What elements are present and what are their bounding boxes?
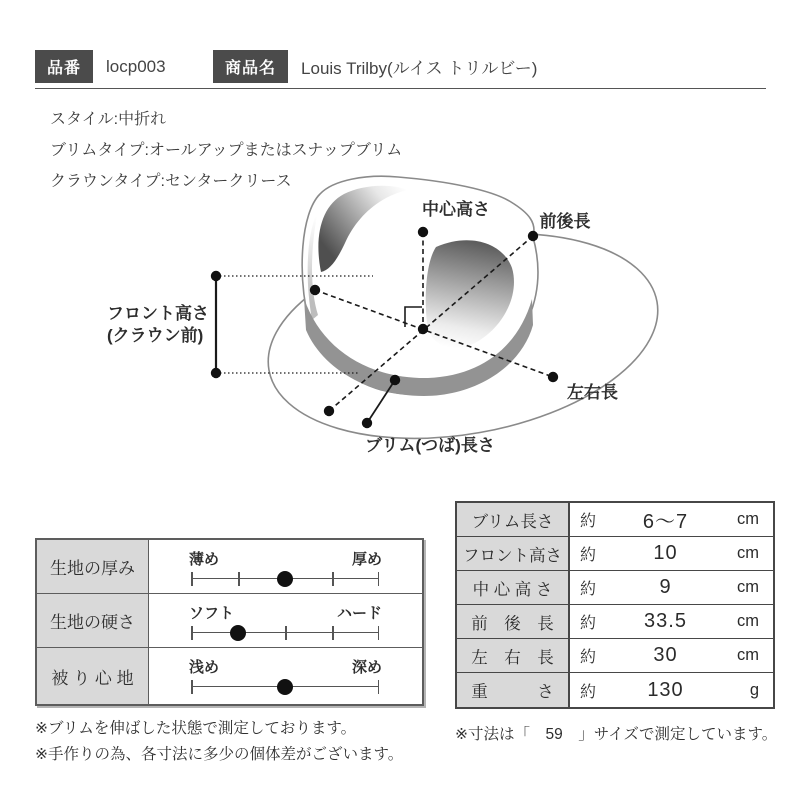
approx-prefix: 約 bbox=[580, 547, 597, 564]
note-brim-measurement: ※ブリムを伸ばした状態で測定しております。 bbox=[35, 720, 357, 737]
slider-track bbox=[191, 632, 379, 633]
spec-style: スタイル:中折れ bbox=[50, 111, 167, 128]
dimension-label: 前 後 長 bbox=[457, 605, 570, 638]
table-row bbox=[457, 605, 773, 639]
hat-measurement-diagram bbox=[0, 170, 800, 470]
label-front-back-length: 前後長 bbox=[539, 212, 591, 231]
feature-label: 生地の硬さ bbox=[37, 594, 149, 647]
label-center-height: 中心高さ bbox=[422, 200, 490, 219]
label-front-height-1: フロント高さ bbox=[107, 304, 209, 323]
slider-max-label: ハード bbox=[336, 605, 382, 622]
table-row bbox=[457, 571, 773, 605]
slider-max-label: 深め bbox=[351, 659, 382, 676]
dimension-label: 中 心 高 さ bbox=[457, 571, 570, 604]
table-row bbox=[457, 639, 773, 673]
dimension-unit: cm bbox=[737, 612, 759, 630]
dimension-value: 30 bbox=[653, 644, 678, 666]
dimension-unit: cm bbox=[737, 544, 759, 562]
table-row bbox=[457, 537, 773, 571]
spec-brim-type: ブリムタイプ:オールアップまたはスナップブリム bbox=[50, 142, 403, 159]
dimension-label: ブリム長さ bbox=[457, 503, 570, 536]
dimension-value: 130 bbox=[647, 678, 684, 701]
slider-track bbox=[191, 686, 379, 687]
feature-table bbox=[35, 538, 424, 706]
dimension-value: 33.5 bbox=[644, 610, 687, 632]
stiffness-slider bbox=[149, 594, 422, 647]
dimension-value: 10 bbox=[653, 542, 678, 564]
label-front-height-2: (クラウン前) bbox=[107, 326, 204, 345]
approx-prefix: 約 bbox=[580, 581, 597, 598]
feature-label: 被 り 心 地 bbox=[37, 648, 149, 704]
feature-label: 生地の厚み bbox=[37, 540, 149, 593]
item-number-label: 品番 bbox=[35, 50, 93, 83]
hat-crown bbox=[302, 176, 538, 396]
note-size-basis: ※寸法は「 59 」サイズで測定しています。 bbox=[455, 726, 778, 743]
table-row bbox=[457, 673, 773, 707]
header bbox=[35, 50, 766, 83]
approx-prefix: 約 bbox=[580, 513, 597, 530]
slider-dot bbox=[230, 625, 246, 641]
dimension-label: 左 右 長 bbox=[457, 639, 570, 672]
table-row bbox=[457, 503, 773, 537]
thickness-slider bbox=[149, 540, 422, 593]
approx-prefix: 約 bbox=[580, 683, 597, 701]
label-brim-length: ブリム(つば)長さ bbox=[365, 436, 495, 455]
approx-prefix: 約 bbox=[580, 615, 597, 632]
feature-row-thickness bbox=[37, 540, 422, 594]
notes-left bbox=[35, 716, 403, 768]
header-divider bbox=[35, 88, 766, 89]
slider-min-label: 浅め bbox=[189, 659, 220, 676]
slider-min-label: ソフト bbox=[189, 605, 235, 622]
approx-prefix: 約 bbox=[580, 649, 597, 666]
slider-track bbox=[191, 578, 379, 579]
feature-row-fit bbox=[37, 648, 422, 704]
dimension-value: 9 bbox=[659, 576, 672, 598]
dimension-unit: cm bbox=[737, 510, 759, 528]
slider-min-label: 薄め bbox=[189, 551, 220, 568]
slider-max-label: 厚め bbox=[351, 551, 382, 568]
product-name-value: Louis Trilby(ルイス トリルビー) bbox=[301, 59, 538, 78]
dimension-unit: cm bbox=[737, 578, 759, 596]
spec-crown-type: クラウンタイプ:センタークリース bbox=[50, 173, 292, 190]
dimension-unit: cm bbox=[737, 646, 759, 664]
fit-slider bbox=[149, 648, 422, 704]
note-handmade: ※手作りの為、各寸法に多少の個体差がございます。 bbox=[35, 746, 404, 763]
slider-dot bbox=[277, 679, 293, 695]
product-name-label: 商品名 bbox=[213, 50, 288, 83]
dimension-label: フロント高さ bbox=[457, 537, 570, 570]
item-number-value: locp003 bbox=[106, 56, 166, 76]
label-left-right-length: 左右長 bbox=[567, 383, 618, 402]
dimension-unit: g bbox=[749, 680, 759, 699]
slider-dot bbox=[277, 571, 293, 587]
feature-row-stiffness bbox=[37, 594, 422, 648]
dimension-label: 重 さ bbox=[457, 673, 570, 707]
dimension-value: 6〜7 bbox=[642, 511, 689, 533]
dimensions-table bbox=[455, 501, 775, 709]
